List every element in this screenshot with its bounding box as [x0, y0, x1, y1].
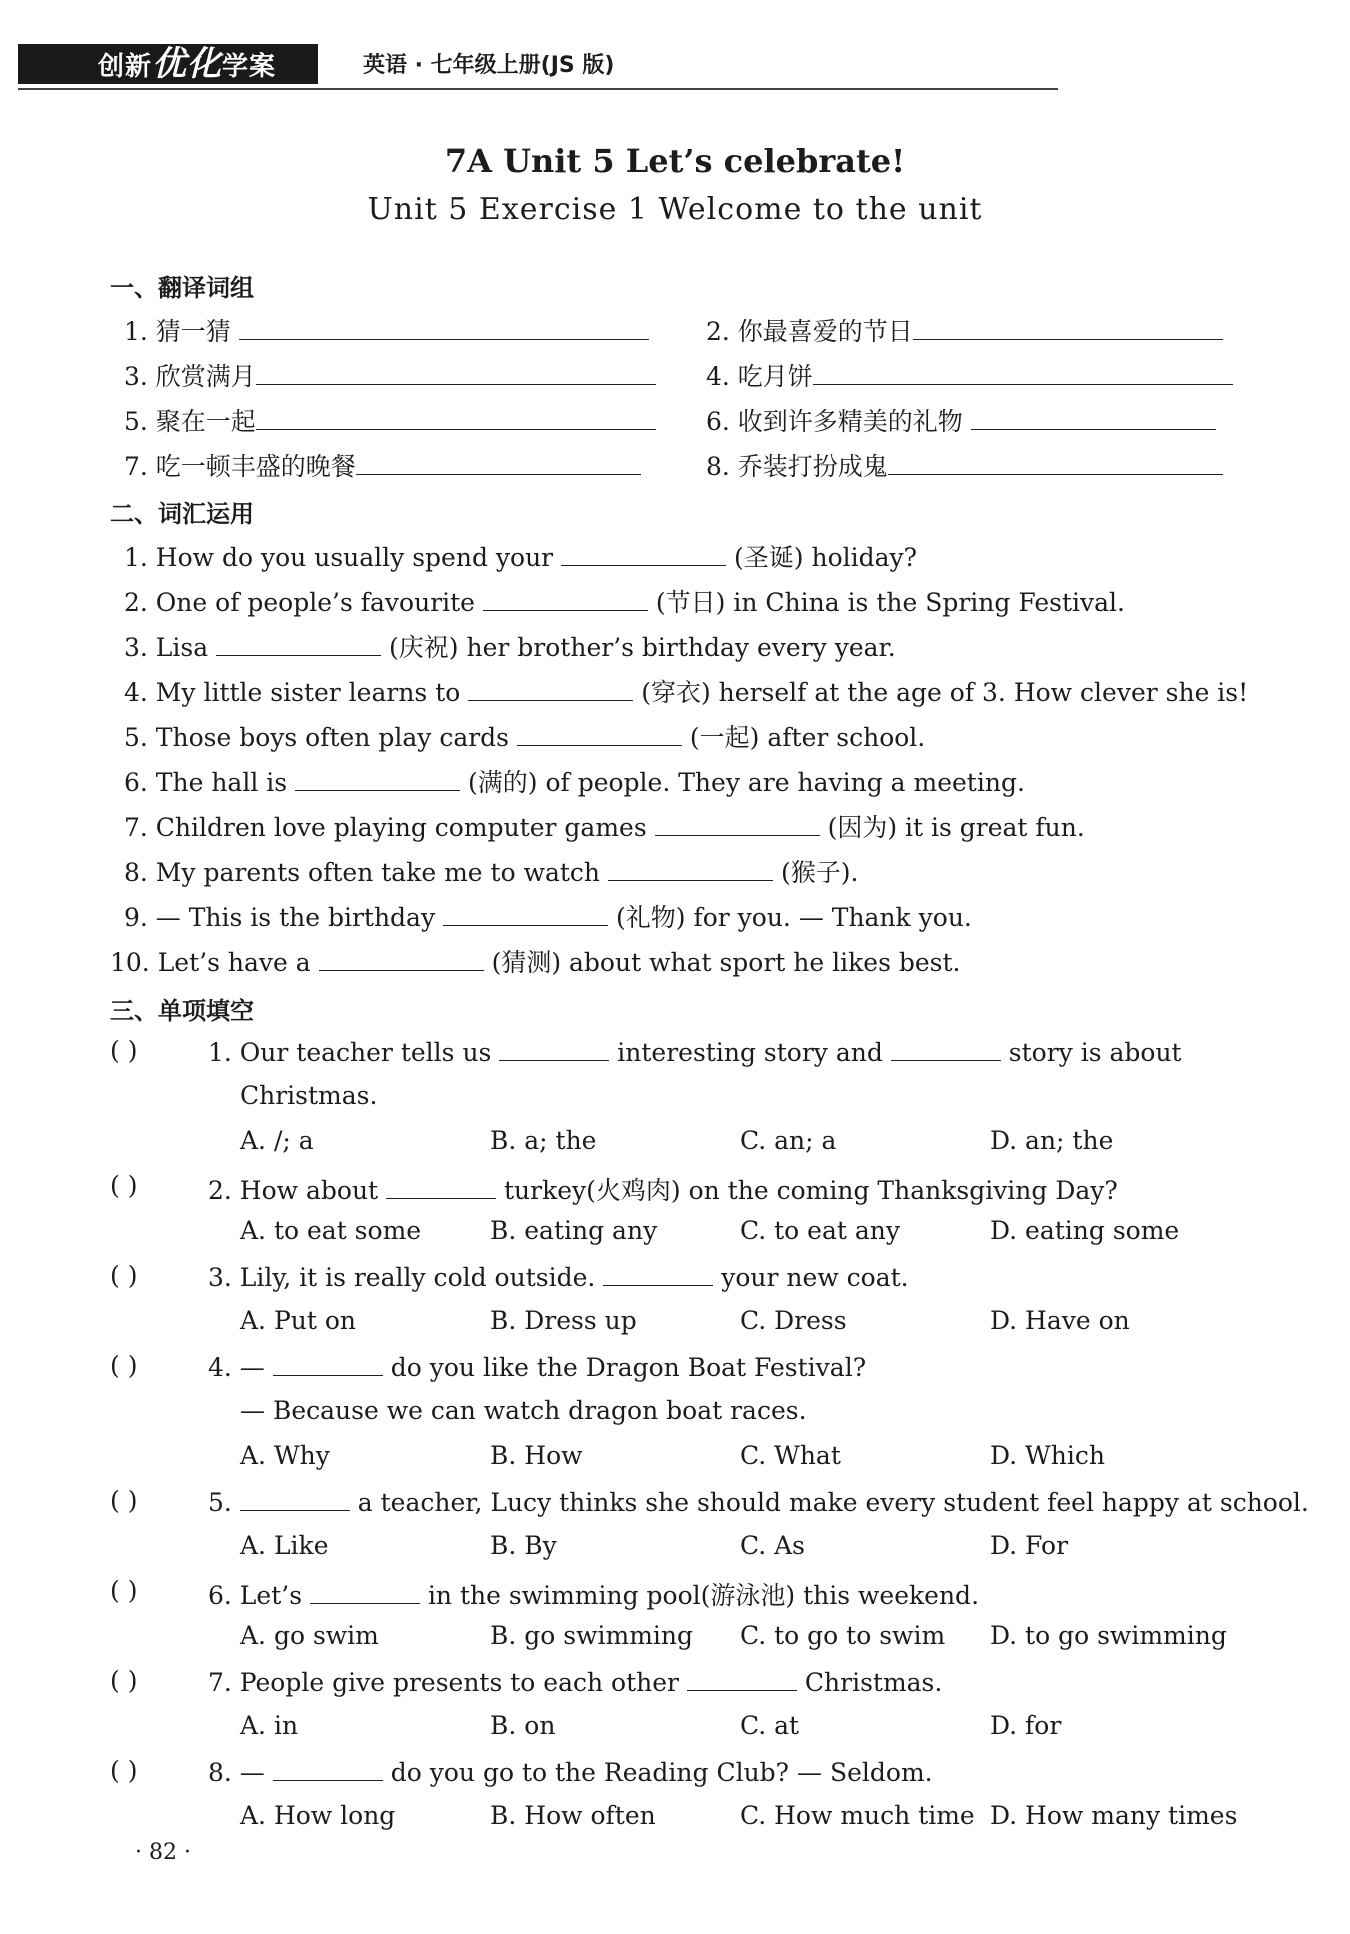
vocab-text: 10. Let’s have a [110, 948, 311, 977]
vocab-item [124, 583, 1125, 619]
option-b[interactable]: B. eating any [490, 1216, 658, 1245]
unit-title: 7A Unit 5 Let’s celebrate! [444, 142, 906, 180]
option-d[interactable]: D. eating some [990, 1216, 1180, 1245]
answer-blank[interactable] [608, 856, 773, 881]
answer-paren[interactable]: ( ) [110, 1351, 138, 1380]
answer-blank[interactable] [256, 360, 656, 385]
answer-blank[interactable] [971, 405, 1216, 430]
question-text: 4. — [208, 1353, 265, 1382]
answer-paren[interactable]: ( ) [110, 1666, 138, 1695]
option-a[interactable]: A. /; a [240, 1126, 314, 1155]
page-header [18, 44, 1058, 84]
answer-blank[interactable] [517, 721, 682, 746]
translate-item [124, 312, 649, 348]
vocab-text: (猴子). [780, 858, 859, 887]
option-d[interactable]: D. How many times [990, 1801, 1238, 1830]
answer-paren[interactable]: ( ) [110, 1171, 138, 1200]
answer-blank[interactable] [386, 1174, 496, 1199]
option-c[interactable]: C. to go to swim [740, 1621, 946, 1650]
brand-text: 创新 [98, 52, 153, 82]
question-continuation: Christmas. [240, 1081, 378, 1110]
option-c[interactable]: C. to eat any [740, 1216, 900, 1245]
section-heading-multiple-choice: 三、单项填空 [110, 997, 254, 1025]
translate-prompt: 7. 吃一顿丰盛的晚餐 [124, 452, 356, 481]
option-a[interactable]: A. to eat some [240, 1216, 422, 1245]
brand-text-big: 优化 [152, 44, 223, 84]
answer-blank[interactable] [273, 1351, 383, 1376]
vocab-item [124, 808, 1085, 844]
answer-blank[interactable] [295, 766, 460, 791]
option-c[interactable]: C. Dress [740, 1306, 847, 1335]
page-number: · 82 · [135, 1840, 191, 1865]
question-text: 5. [208, 1488, 232, 1517]
option-b[interactable]: B. How often [490, 1801, 656, 1830]
option-b[interactable]: B. go swimming [490, 1621, 694, 1650]
answer-blank[interactable] [356, 450, 641, 475]
answer-blank[interactable] [319, 946, 484, 971]
question-text: turkey(火鸡肉) on the coming Thanksgiving Day? [504, 1176, 1118, 1205]
translate-prompt: 8. 乔装打扮成鬼 [706, 452, 888, 481]
option-c[interactable]: C. at [740, 1711, 800, 1740]
option-b[interactable]: B. Dress up [490, 1306, 637, 1335]
brand-logo [18, 44, 318, 84]
vocab-text: (满的) of people. They are having a meeting. [468, 768, 1025, 797]
option-d[interactable]: D. to go swimming [990, 1621, 1227, 1650]
header-divider [18, 88, 1058, 90]
translate-item [124, 402, 656, 438]
option-c[interactable]: C. How much time [740, 1801, 975, 1830]
vocab-text: 8. My parents often take me to watch [124, 858, 601, 887]
option-b[interactable]: B. a; the [490, 1126, 597, 1155]
vocab-text: (穿衣) herself at the age of 3. How clever she is! [641, 678, 1249, 707]
vocab-item [124, 763, 1025, 799]
question-text: 2. How about [208, 1176, 379, 1205]
translate-item [124, 447, 641, 483]
vocab-text: 1. How do you usually spend your [124, 543, 554, 572]
answer-blank[interactable] [603, 1261, 713, 1286]
mc-question [208, 1666, 942, 1697]
vocab-text: 7. Children love playing computer games [124, 813, 647, 842]
answer-blank[interactable] [687, 1666, 797, 1691]
answer-blank[interactable] [216, 631, 381, 656]
translate-prompt: 5. 聚在一起 [124, 407, 256, 436]
mc-question [208, 1261, 909, 1292]
mc-question [208, 1351, 866, 1382]
translate-item [706, 357, 1233, 393]
translate-item [706, 312, 1223, 348]
answer-blank[interactable] [655, 811, 820, 836]
answer-blank[interactable] [239, 315, 649, 340]
answer-paren[interactable]: ( ) [110, 1261, 138, 1290]
option-d[interactable]: D. an; the [990, 1126, 1114, 1155]
question-text: 6. Let’s [208, 1581, 303, 1610]
vocab-text: (礼物) for you. — Thank you. [616, 903, 972, 932]
answer-paren[interactable]: ( ) [110, 1486, 138, 1515]
answer-paren[interactable]: ( ) [110, 1036, 138, 1065]
question-text: in the swimming pool(游泳池) this weekend. [427, 1581, 980, 1610]
vocab-item [124, 853, 858, 889]
vocab-text: (圣诞) holiday? [734, 543, 918, 572]
translate-item [706, 402, 1216, 438]
option-a[interactable]: A. Like [240, 1531, 329, 1560]
vocab-text: (庆祝) her brother’s birthday every year. [389, 633, 896, 662]
answer-blank[interactable] [240, 1486, 350, 1511]
vocab-text: 3. Lisa [124, 633, 209, 662]
vocab-text: (节日) in China is the Spring Festival. [655, 588, 1125, 617]
translate-prompt: 6. 收到许多精美的礼物 [706, 407, 963, 436]
option-b[interactable]: B. on [490, 1711, 556, 1740]
vocab-text: 5. Those boys often play cards [124, 723, 510, 752]
vocab-text: 6. The hall is [124, 768, 288, 797]
option-c[interactable]: C. As [740, 1531, 806, 1560]
vocab-text: (因为) it is great fun. [827, 813, 1085, 842]
question-text: your new coat. [721, 1263, 909, 1292]
answer-blank[interactable] [443, 901, 608, 926]
translate-item [706, 447, 1223, 483]
option-d[interactable]: D. for [990, 1711, 1062, 1740]
vocab-item [124, 898, 972, 934]
translate-prompt: 3. 欣赏满月 [124, 362, 256, 391]
answer-blank[interactable] [913, 315, 1223, 340]
answer-blank[interactable] [499, 1036, 609, 1061]
vocab-item [124, 718, 925, 754]
option-c[interactable]: C. an; a [740, 1126, 837, 1155]
mc-question [208, 1756, 933, 1787]
translate-prompt: 1. 猜一猜 [124, 317, 231, 346]
section-heading-vocabulary: 二、词汇运用 [110, 500, 254, 528]
option-a[interactable]: A. go swim [240, 1621, 379, 1650]
question-text: Christmas. [804, 1668, 943, 1697]
question-text: story is about [1008, 1038, 1182, 1067]
answer-blank[interactable] [888, 450, 1223, 475]
vocab-text: (一起) after school. [689, 723, 926, 752]
answer-blank[interactable] [273, 1756, 383, 1781]
vocab-item [124, 538, 917, 574]
option-b[interactable]: B. How [490, 1441, 583, 1470]
mc-question [208, 1171, 1118, 1207]
vocab-item [124, 628, 896, 664]
translate-prompt: 2. 你最喜爱的节日 [706, 317, 913, 346]
question-text: a teacher, Lucy thinks she should make every student feel happy at school. [357, 1488, 1309, 1517]
vocab-text: (猜测) about what sport he likes best. [491, 948, 961, 977]
vocab-item [124, 673, 1248, 709]
question-continuation: — Because we can watch dragon boat races. [240, 1396, 807, 1425]
option-c[interactable]: C. What [740, 1441, 841, 1470]
answer-blank[interactable] [561, 541, 726, 566]
answer-blank[interactable] [891, 1036, 1001, 1061]
option-a[interactable]: A. Put on [240, 1306, 357, 1335]
vocab-item [110, 943, 960, 979]
answer-blank[interactable] [256, 405, 656, 430]
question-text: 1. Our teacher tells us [208, 1038, 492, 1067]
mc-question [208, 1486, 1309, 1517]
answer-blank[interactable] [483, 586, 648, 611]
question-text: 3. Lily, it is really cold outside. [208, 1263, 596, 1292]
option-b[interactable]: B. By [490, 1531, 557, 1560]
answer-blank[interactable] [468, 676, 633, 701]
translate-item [124, 357, 656, 393]
question-text: do you like the Dragon Boat Festival? [390, 1353, 867, 1382]
question-text: 7. People give presents to each other [208, 1668, 679, 1697]
question-text: interesting story and [617, 1038, 883, 1067]
mc-question [208, 1036, 1182, 1067]
vocab-text: 9. — This is the birthday [124, 903, 436, 932]
option-d[interactable]: D. Have on [990, 1306, 1130, 1335]
question-text: do you go to the Reading Club? — Seldom. [390, 1758, 933, 1787]
option-d[interactable]: D. Which [990, 1441, 1105, 1470]
option-a[interactable]: A. in [240, 1711, 299, 1740]
brand-text-tail: 学案 [222, 52, 277, 82]
book-title: 英语 · 七年级上册(JS 版) [363, 53, 615, 78]
option-d[interactable]: D. For [990, 1531, 1069, 1560]
question-text: 8. — [208, 1758, 265, 1787]
option-a[interactable]: A. Why [240, 1441, 330, 1470]
answer-paren[interactable]: ( ) [110, 1576, 138, 1605]
vocab-text: 2. One of people’s favourite [124, 588, 475, 617]
exercise-title: Unit 5 Exercise 1 Welcome to the unit [367, 192, 983, 227]
answer-blank[interactable] [813, 360, 1233, 385]
vocab-text: 4. My little sister learns to [124, 678, 461, 707]
mc-question [208, 1576, 979, 1612]
translate-prompt: 4. 吃月饼 [706, 362, 813, 391]
option-a[interactable]: A. How long [240, 1801, 396, 1830]
section-heading-translate: 一、翻译词组 [110, 274, 254, 302]
answer-blank[interactable] [310, 1579, 420, 1604]
answer-paren[interactable]: ( ) [110, 1756, 138, 1785]
